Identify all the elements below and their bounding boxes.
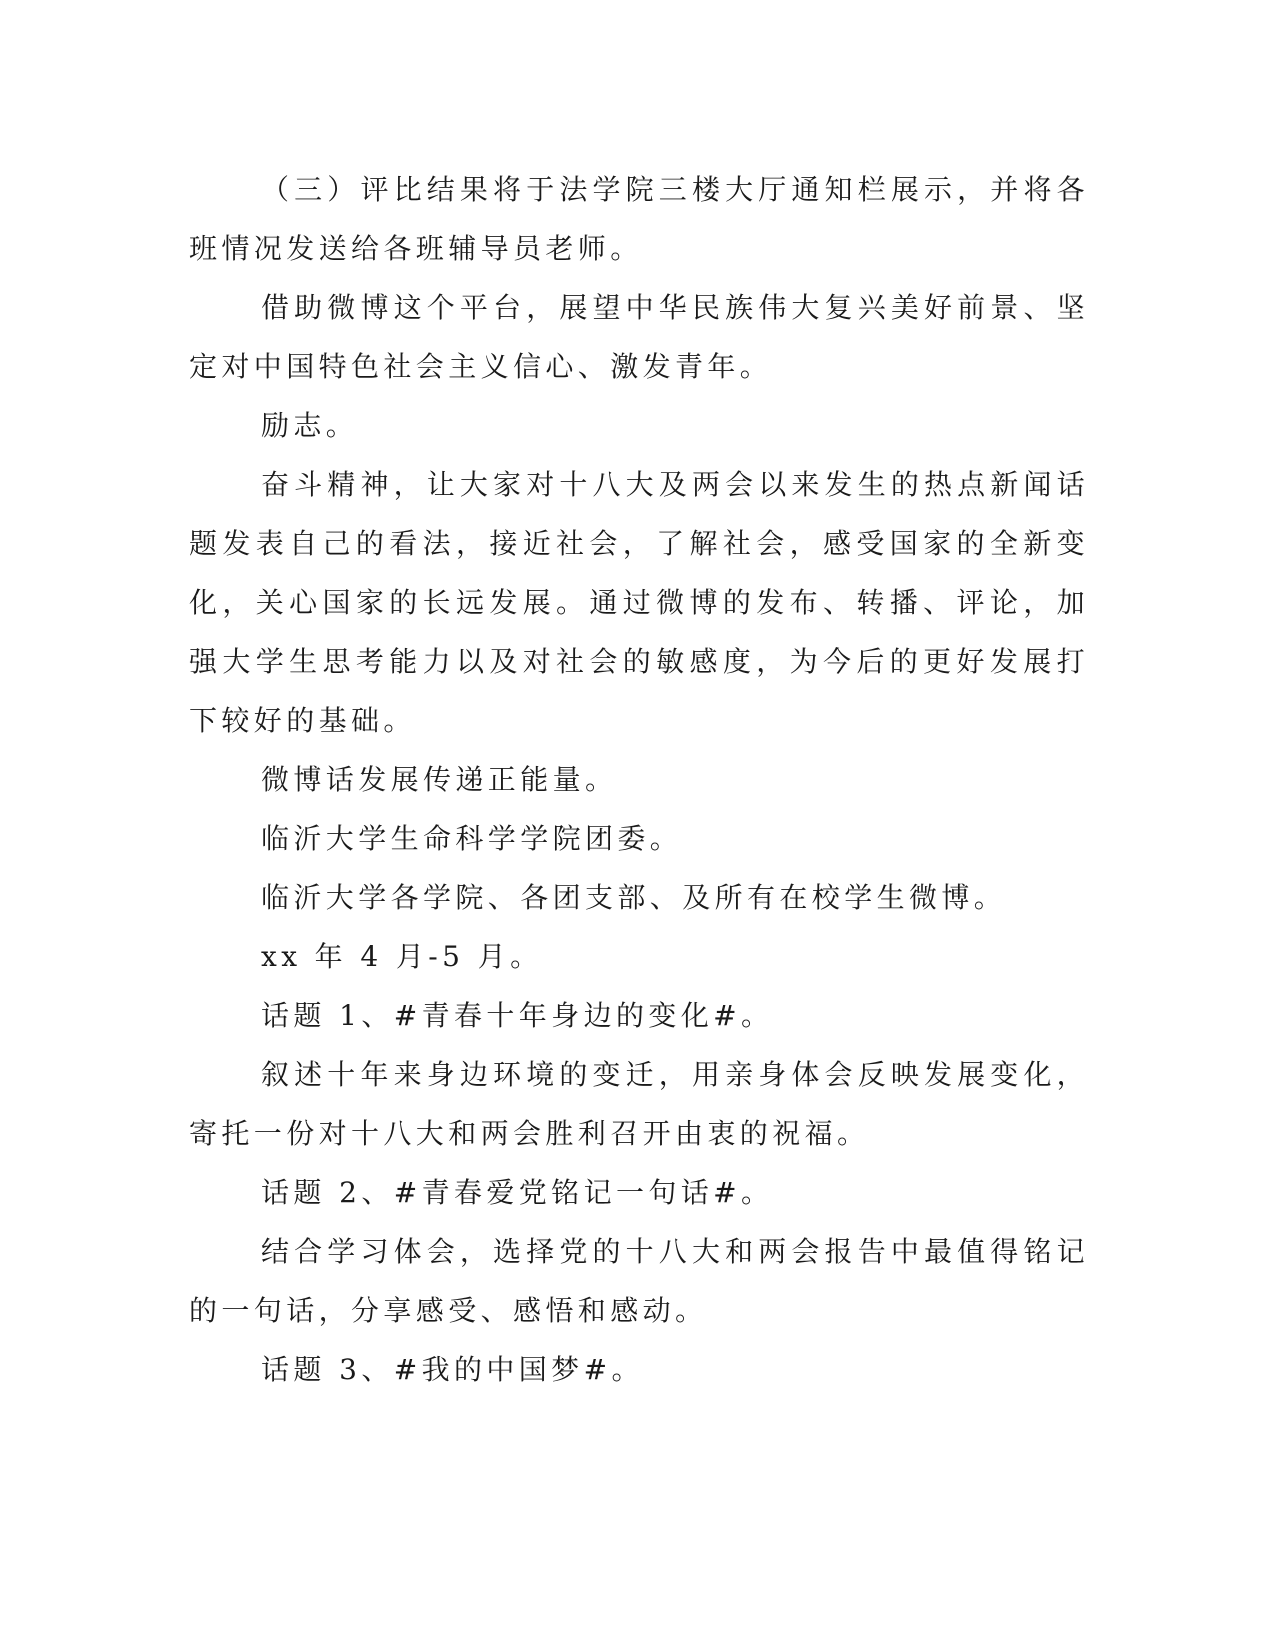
paragraph-struggle-spirit: 奋斗精神，让大家对十八大及两会以来发生的热点新闻话题发表自己的看法，接近社会，了解社会，感受国家的全新变化，关心国家的长远发展。通过微博的发布、转播、评论，加强大学生思考能力以及对社会的敏感度，为今后的更好发展打下较好的基础。: [189, 468, 1089, 737]
paragraph-inspire: 励志。: [261, 409, 359, 442]
paragraph-topic-3: 话题 3、#我的中国梦#。: [261, 1353, 644, 1386]
paragraph-weibo-platform: 借助微博这个平台，展望中华民族伟大复兴美好前景、坚定对中国特色社会主义信心、激发青年。: [189, 291, 1089, 383]
paragraph-theme: 微博话发展传递正能量。: [261, 763, 618, 796]
paragraph-topic-2: 话题 2、#青春爱党铭记一句话#。: [261, 1176, 774, 1209]
paragraph-organizer: 临沂大学生命科学学院团委。: [261, 822, 683, 855]
paragraph-participants: 临沂大学各学院、各团支部、及所有在校学生微博。: [261, 881, 1007, 914]
paragraph-topic-1: 话题 1、#青春十年身边的变化#。: [261, 999, 774, 1032]
paragraph-time: xx 年 4 月-5 月。: [261, 940, 543, 973]
paragraph-results-notice: （三）评比结果将于法学院三楼大厅通知栏展示，并将各班情况发送给各班辅导员老师。: [189, 173, 1089, 265]
paragraph-topic-1-desc: 叙述十年来身边环境的变迁，用亲身体会反映发展变化，寄托一份对十八大和两会胜利召开由衷的祝福。: [189, 1058, 1089, 1150]
paragraph-topic-2-desc: 结合学习体会，选择党的十八大和两会报告中最值得铭记的一句话，分享感受、感悟和感动。: [189, 1235, 1089, 1327]
document-body: [189, 160, 1089, 1399]
